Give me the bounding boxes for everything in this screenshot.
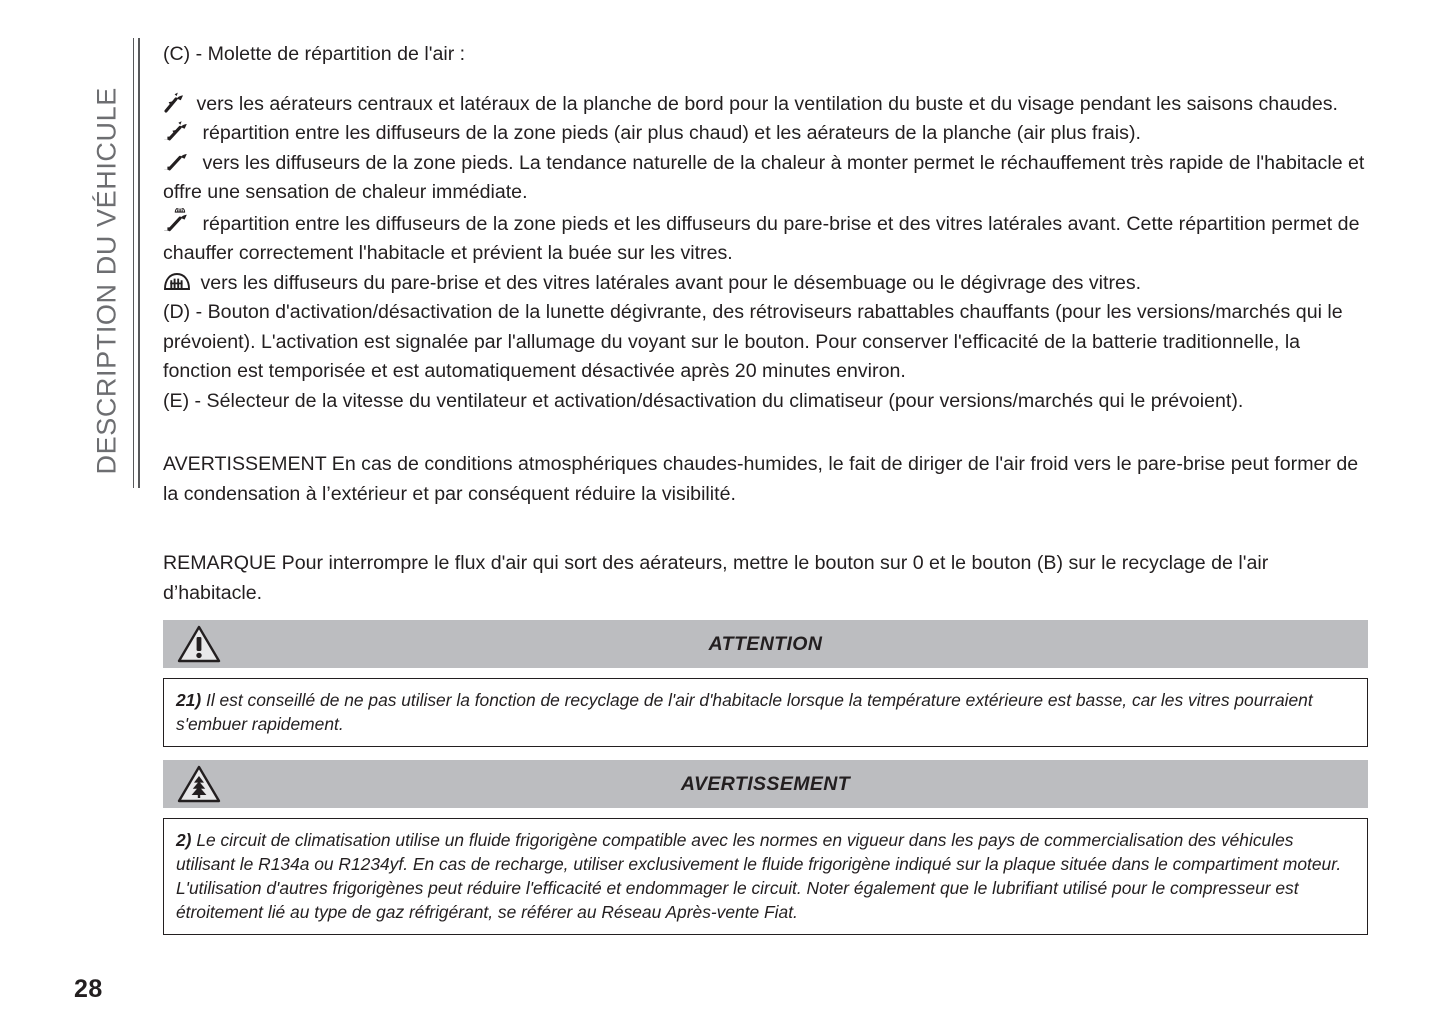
side-tab-rule-outer bbox=[138, 38, 140, 488]
avertissement-banner-title: AVERTISSEMENT bbox=[680, 772, 851, 795]
airflow-item-feet-text: vers les diffuseurs de la zone pieds. La tendance naturelle de la chaleur à monter permet le réchauffement très rapide de l'habitacle et offre une sensation de chaleur immédiate. bbox=[163, 151, 1365, 203]
airflow-feet-icon bbox=[163, 151, 193, 173]
warning-triangle-environment-tree-icon bbox=[163, 760, 235, 808]
avertissement-note-box bbox=[163, 818, 1368, 935]
attention-note-ref: 21) bbox=[176, 690, 202, 710]
airflow-item-face-vents bbox=[163, 90, 1368, 120]
airflow-item-feet-and-windscreen-text: répartition entre les diffuseurs de la zone pieds et les diffuseurs du pare-brise et des vitres latérales avant. Cette répartition permet de chauffer correctement l'habitacle et prévient la buée sur les vitres. bbox=[163, 212, 1360, 264]
paragraph-control-e: (E) - Sélecteur de la vitesse du ventilateur et activation/désactivation du climatiseur (pour versions/marchés qui le prévoient). bbox=[163, 389, 1244, 412]
heading-control-c: (C) - Molette de répartition de l'air : bbox=[163, 43, 466, 65]
avertissement-note-paragraph bbox=[176, 828, 1355, 924]
airflow-feet-and-windscreen-icon bbox=[163, 208, 193, 234]
side-tab-rule-inner bbox=[133, 38, 134, 488]
warning-triangle-exclamation-icon bbox=[163, 620, 235, 668]
attention-banner-title: ATTENTION bbox=[708, 632, 823, 655]
attention-note-paragraph bbox=[176, 688, 1355, 736]
airflow-feet-and-face-icon bbox=[163, 121, 193, 143]
airflow-item-feet-and-face-text: répartition entre les diffuseurs de la zone pieds (air plus chaud) et les aérateurs de la planche (air plus frais). bbox=[202, 122, 1141, 144]
airflow-item-windscreen-defrost-text: vers les diffuseurs du pare-brise et des vitres latérales avant pour le désembuage ou le dégivrage des vitres. bbox=[200, 271, 1142, 294]
avertissement-note-ref: 2) bbox=[176, 830, 192, 850]
airflow-windscreen-defrost-icon bbox=[163, 272, 191, 292]
warning-paragraph: AVERTISSEMENT En cas de conditions atmosphériques chaudes-humides, le fait de diriger de l'air froid vers le pare-brise peut former de la condensation à l’extérieur et par conséquent réduire la visibilité. bbox=[163, 453, 1359, 505]
note-paragraph: REMARQUE Pour interrompre le flux d'air qui sort des aérateurs, mettre le bouton sur 0 et le bouton (B) sur le recyclage de l'air d’habitacle. bbox=[163, 552, 1269, 604]
page-number: 28 bbox=[74, 975, 103, 1003]
airflow-item-feet bbox=[163, 149, 1368, 208]
attention-note-text: Il est conseillé de ne pas utiliser la fonction de recyclage de l'air d'habitacle lorsque la température extérieure est basse, car les vitres pourraient s'embuer rapidement. bbox=[176, 690, 1313, 734]
chapter-title-vertical: DESCRIPTION DU VÉHICULE bbox=[91, 87, 122, 475]
airflow-item-feet-and-windscreen bbox=[163, 208, 1368, 269]
avertissement-note-text: Le circuit de climatisation utilise un fluide frigorigène compatible avec les normes en vigueur dans les pays de commercialisation des véhicules utilisant le R134a ou R1234yf. En cas de recharge, utiliser exclusivement le fluide frigorigène indiqué sur la plaque située dans le compartiment moteur. L'utilisation d'autres frigorigènes peut réduire l'efficacité et endommager le circuit. Noter également que le lubrifiant utilisé pour le compresseur est étroitement lié au type de gaz réfrigérant, se référer au Réseau Après-vente Fiat. bbox=[176, 830, 1342, 922]
attention-note-box bbox=[163, 678, 1368, 747]
avertissement-banner bbox=[163, 760, 1368, 808]
attention-banner bbox=[163, 620, 1368, 668]
chapter-side-tab bbox=[78, 38, 140, 488]
paragraph-control-d: (D) - Bouton d'activation/désactivation de la lunette dégivrante, des rétroviseurs rabattables chauffants (pour les versions/marchés qui le prévoient). L'activation est signalée par l'allumage du voyant sur le bouton. Pour conserver l'efficacité de la batterie traditionnelle, la fonction est temporisée et est automatiquement désactivée après 20 minutes environ. bbox=[163, 301, 1343, 382]
airflow-item-windscreen-defrost bbox=[163, 269, 1368, 299]
airflow-item-face-vents-text: vers les aérateurs centraux et latéraux de la planche de bord pour la ventilation du buste et du visage pendant les saisons chaudes. bbox=[196, 92, 1338, 115]
airflow-face-vents-icon bbox=[163, 92, 187, 114]
main-text-column bbox=[163, 40, 1368, 608]
airflow-item-feet-and-face bbox=[163, 119, 1368, 149]
